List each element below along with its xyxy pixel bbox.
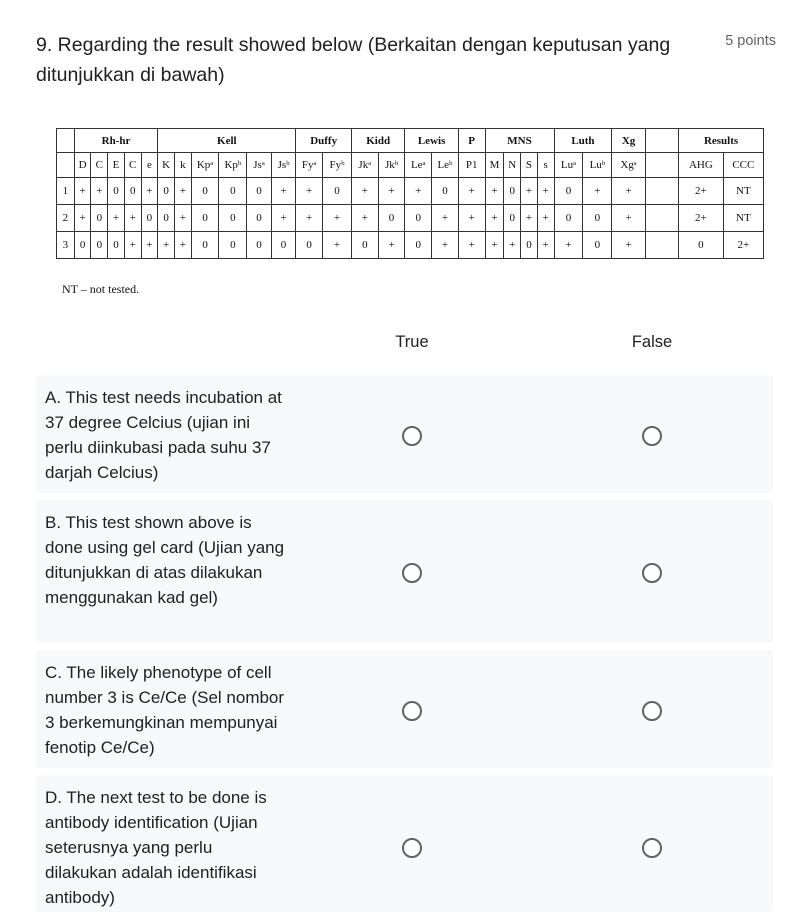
group-results: Results	[679, 129, 764, 153]
antigen-reaction: +	[271, 205, 296, 232]
antigen-reaction: 0	[504, 205, 521, 232]
antigen-reaction: +	[124, 205, 141, 232]
antigen-header: Luᵃ	[554, 153, 583, 178]
antigen-header: N	[504, 153, 521, 178]
spacer-cell	[645, 153, 678, 178]
option-row-d	[36, 775, 773, 912]
antigen-reaction: +	[378, 178, 405, 205]
antigen-header: E	[108, 153, 125, 178]
antigen-header: C	[124, 153, 141, 178]
antigen-reaction: 0	[583, 205, 612, 232]
antigen-reaction: +	[485, 178, 504, 205]
group-lewis: Lewis	[405, 129, 458, 153]
antigen-reaction: +	[174, 205, 191, 232]
antigen-header: S	[521, 153, 538, 178]
option-d-false-radio[interactable]	[642, 838, 662, 858]
group-mns: MNS	[485, 129, 554, 153]
antigen-reaction: 0	[554, 205, 583, 232]
true-column-header: True	[395, 333, 429, 351]
antigen-reaction: 0	[378, 205, 405, 232]
antigen-reaction: +	[458, 232, 485, 259]
antigen-header: Xgᵃ	[612, 153, 645, 178]
antigen-group-row	[57, 129, 764, 153]
antigen-reaction: +	[141, 178, 158, 205]
antigen-reaction: 0	[583, 232, 612, 259]
cell-no-header	[57, 153, 75, 178]
footnote: NT – not tested.	[62, 282, 140, 296]
antigen-reaction: +	[323, 205, 352, 232]
antigen-reaction: +	[74, 205, 91, 232]
option-a-label: A. This test needs incubation at 37 degree Celcius (ujian ini perlu diinkubasi pada suhu 37 darjah Celcius)	[45, 388, 282, 482]
antigram-cell-row	[57, 205, 764, 232]
option-d-label: D. The next test to be done is antibody identification (Ujian seterusnya yang perlu dilakukan adalah identifikasi antibody)	[45, 788, 267, 907]
antigen-header: Fyᵃ	[296, 153, 323, 178]
antigen-reaction: 0	[296, 232, 323, 259]
antigen-header: Jsᵃ	[247, 153, 271, 178]
option-row-c	[36, 650, 773, 768]
group-rh-hr: Rh-hr	[74, 129, 157, 153]
antigen-header: Jkᵃ	[351, 153, 378, 178]
antigen-reaction: 0	[219, 178, 247, 205]
antigen-header: Kpᵇ	[219, 153, 247, 178]
antigen-reaction: 0	[405, 232, 432, 259]
result-value: NT	[723, 178, 763, 205]
antigen-reaction: +	[174, 178, 191, 205]
cell-number: 1	[57, 178, 75, 205]
antigen-header: s	[537, 153, 554, 178]
option-a-true-radio[interactable]	[402, 426, 422, 446]
antigen-reaction: +	[158, 232, 175, 259]
spacer-cell	[645, 205, 678, 232]
antigen-reaction: 0	[91, 205, 108, 232]
group-xg: Xg	[612, 129, 645, 153]
option-b-true-radio[interactable]	[402, 563, 422, 583]
antigen-reaction: +	[124, 232, 141, 259]
antigen-header: P1	[458, 153, 485, 178]
group-luth: Luth	[554, 129, 612, 153]
antigen-reaction: 0	[158, 205, 175, 232]
option-row-a	[36, 375, 773, 493]
antigen-reaction: 0	[74, 232, 91, 259]
antigen-reaction: 0	[108, 178, 125, 205]
antigen-reaction: +	[174, 232, 191, 259]
antigen-reaction: +	[537, 178, 554, 205]
antigen-reaction: 0	[141, 205, 158, 232]
result-header: AHG	[679, 153, 724, 178]
antigen-header: D	[74, 153, 91, 178]
result-value: 0	[679, 232, 724, 259]
antigen-reaction: +	[271, 178, 296, 205]
antigram-table	[56, 128, 764, 259]
antigen-reaction: +	[537, 205, 554, 232]
antigen-header: K	[158, 153, 175, 178]
antigen-header: Leᵇ	[432, 153, 459, 178]
result-header: CCC	[723, 153, 763, 178]
antigen-reaction: 0	[191, 178, 219, 205]
antigen-reaction: +	[108, 205, 125, 232]
antigen-header: k	[174, 153, 191, 178]
points-label: 5 points	[725, 33, 776, 49]
antigen-reaction: 0	[271, 232, 296, 259]
antigen-reaction: +	[432, 232, 459, 259]
option-c-true-radio[interactable]	[402, 701, 422, 721]
antigen-reaction: +	[405, 178, 432, 205]
option-d-true-radio[interactable]	[402, 838, 422, 858]
antigram-cell-row	[57, 178, 764, 205]
antigen-reaction: +	[74, 178, 91, 205]
antigen-header: Kpᵃ	[191, 153, 219, 178]
option-row-b	[36, 500, 773, 642]
antigen-header: Leᵃ	[405, 153, 432, 178]
antigen-reaction: +	[521, 178, 538, 205]
option-b-false-radio[interactable]	[642, 563, 662, 583]
antigen-reaction: 0	[504, 178, 521, 205]
antigen-reaction: 0	[351, 232, 378, 259]
result-value: 2+	[679, 205, 724, 232]
antigen-header: Jsᵇ	[271, 153, 296, 178]
antigen-reaction: +	[432, 205, 459, 232]
cell-number: 3	[57, 232, 75, 259]
antigen-reaction: 0	[108, 232, 125, 259]
option-c-label: C. The likely phenotype of cell number 3 is Ce/Ce (Sel nombor 3 berkemungkinan mempunyai fenotip Ce/Ce)	[45, 663, 285, 757]
antigen-reaction: +	[141, 232, 158, 259]
group-p: P	[458, 129, 485, 153]
antigen-header-row	[57, 153, 764, 178]
antigen-reaction: +	[612, 178, 645, 205]
antigen-reaction: +	[351, 178, 378, 205]
group-kell: Kell	[158, 129, 296, 153]
antigen-reaction: 0	[219, 205, 247, 232]
antigen-reaction: +	[485, 205, 504, 232]
antigen-reaction: +	[612, 205, 645, 232]
antigen-reaction: +	[458, 178, 485, 205]
antigen-reaction: 0	[554, 178, 583, 205]
result-value: 2+	[723, 232, 763, 259]
antigen-header: C	[91, 153, 108, 178]
antigen-reaction: +	[521, 205, 538, 232]
group-duffy: Duffy	[296, 129, 352, 153]
option-a-false-radio[interactable]	[642, 426, 662, 446]
antigen-reaction: 0	[432, 178, 459, 205]
cell-number: 2	[57, 205, 75, 232]
antigen-reaction: +	[554, 232, 583, 259]
antigen-reaction: 0	[405, 205, 432, 232]
question-title: 9. Regarding the result showed below (Berkaitan dengan keputusan yang ditunjukkan di bawah)	[36, 34, 671, 86]
antigen-reaction: 0	[247, 205, 271, 232]
antigen-reaction: +	[323, 232, 352, 259]
spacer-cell	[645, 129, 678, 153]
antigen-reaction: 0	[323, 178, 352, 205]
antigen-reaction: 0	[191, 232, 219, 259]
antigen-header: M	[485, 153, 504, 178]
antigen-reaction: +	[296, 205, 323, 232]
antigen-header: e	[141, 153, 158, 178]
antigen-reaction: 0	[247, 232, 271, 259]
antigen-reaction: 0	[124, 178, 141, 205]
antigen-reaction: +	[583, 178, 612, 205]
antigen-reaction: +	[458, 205, 485, 232]
antigen-reaction: 0	[247, 178, 271, 205]
antigen-reaction: +	[504, 232, 521, 259]
spacer-cell	[645, 232, 678, 259]
antigen-reaction: +	[91, 178, 108, 205]
antigen-reaction: +	[378, 232, 405, 259]
antigen-reaction: +	[351, 205, 378, 232]
antigen-reaction: 0	[91, 232, 108, 259]
option-b-label: B. This test shown above is done using gel card (Ujian yang ditunjukkan di atas dilakukan menggunakan kad gel)	[45, 513, 285, 607]
group-kidd: Kidd	[351, 129, 404, 153]
option-c-false-radio[interactable]	[642, 701, 662, 721]
antigen-header: Fyᵇ	[323, 153, 352, 178]
antigen-reaction: 0	[158, 178, 175, 205]
result-value: 2+	[679, 178, 724, 205]
antigram-cell-row	[57, 232, 764, 259]
antigen-header: Jkᵇ	[378, 153, 405, 178]
antigen-reaction: +	[296, 178, 323, 205]
antigen-reaction: 0	[521, 232, 538, 259]
antigen-header: Luᵇ	[583, 153, 612, 178]
antigen-reaction: +	[485, 232, 504, 259]
false-column-header: False	[631, 333, 673, 351]
antigen-reaction: +	[537, 232, 554, 259]
result-value: NT	[723, 205, 763, 232]
corner-cell	[57, 129, 75, 153]
antigen-reaction: 0	[191, 205, 219, 232]
spacer-cell	[645, 178, 678, 205]
antigen-reaction: 0	[219, 232, 247, 259]
antigen-reaction: +	[612, 232, 645, 259]
